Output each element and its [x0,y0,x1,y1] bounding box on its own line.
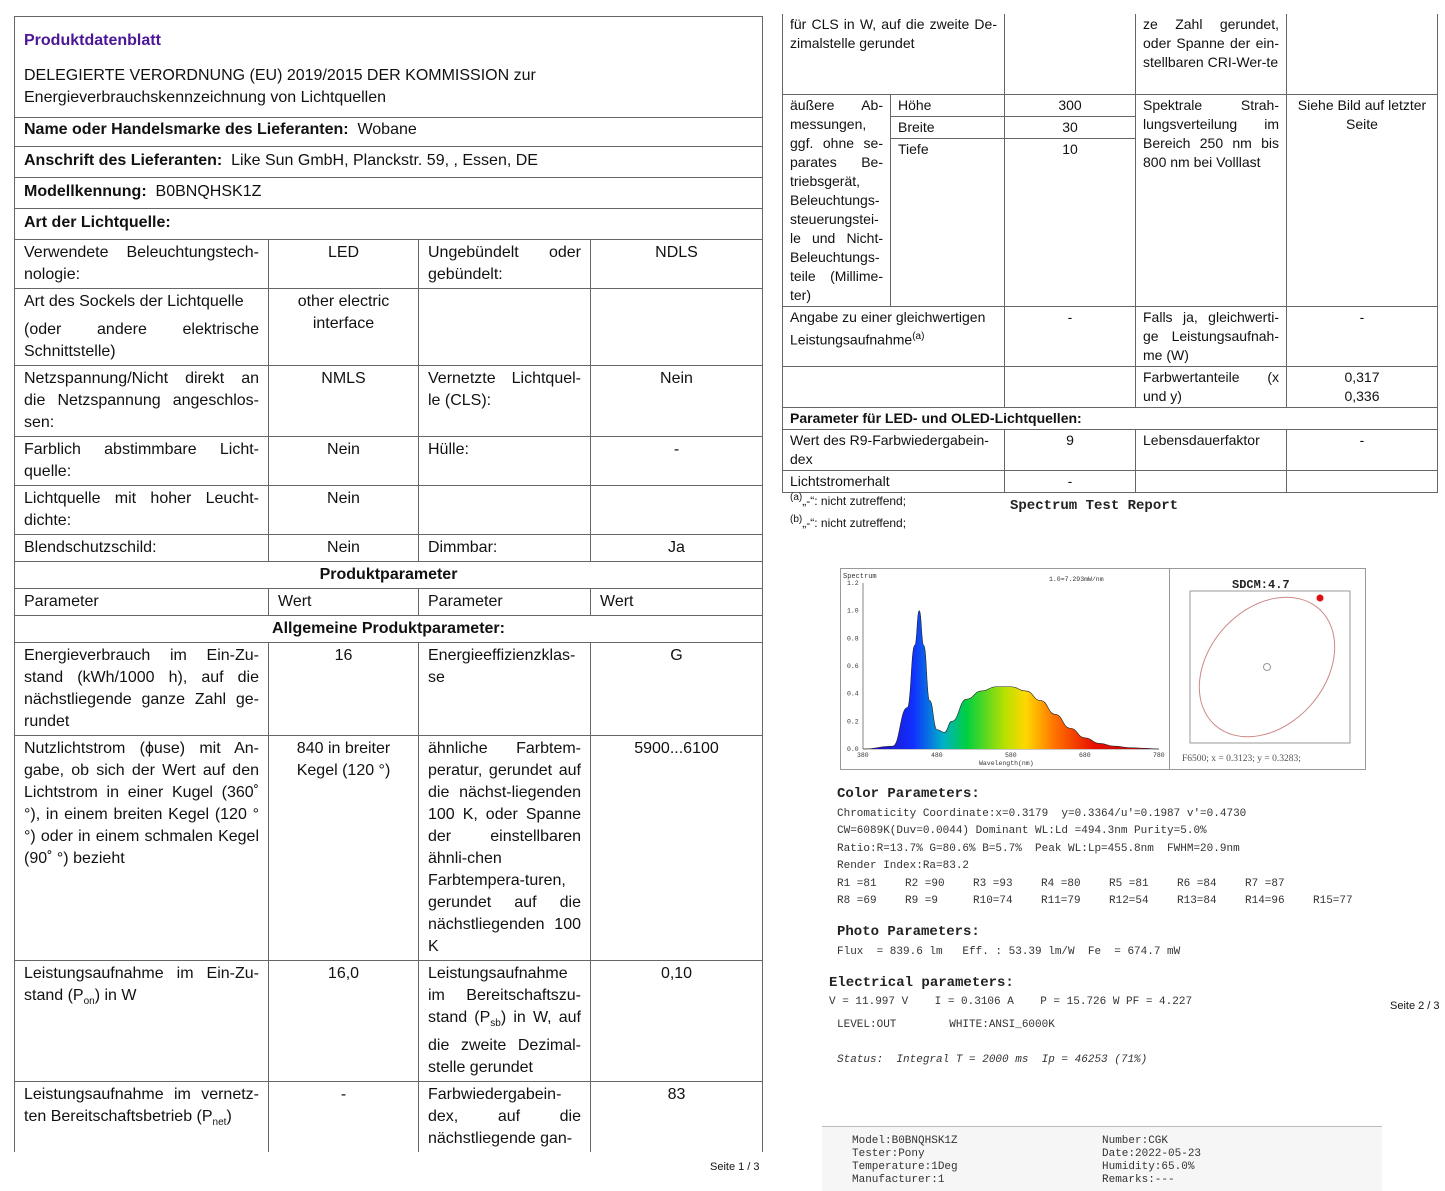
photo-parameters: Flux = 839.6 lm Eff. : 53.39 lm/W Fe = 674.7 mW [837,946,1181,958]
spectral-distribution-label: Spektrale Strah-lungsverteilung im Bereich 250 nm bis 800 nm bei Volllast [1136,94,1287,306]
x-tick-label: 480 [931,752,943,759]
spectrum-chart [841,569,1169,769]
cri-label-continued: ze Zahl gerundet, oder Spanne der ein-stellbaren CRI-Wer-te [1136,14,1287,94]
status-line: Status: Integral T = 2000 ms Ip = 46253 (71%) [837,1054,1148,1066]
header-parameter: Parameter [419,589,591,616]
empty-cell [1287,14,1438,94]
dimensions-label: äußere Ab-messungen, ggf. ohne se-parates Be-triebsgerät, Beleuchtungs-steuerungstei-le und Nicht-Beleuchtungs-teile (Millime-ter) [783,94,891,306]
cls-power-label: für CLS in W, auf die zweite De-zimalstelle gerundet [783,14,1005,94]
y-tick-label: 0.0 [847,746,859,753]
lumen-maintenance-value: - [1005,470,1136,492]
x-tick-label: 680 [1079,752,1091,759]
on-mode-power-value: 16,0 [269,961,419,1082]
empty-cell [591,289,763,366]
equivalent-power-value: - [1005,306,1136,366]
if-yes-label: Falls ja, gleichwerti-ge Leistungsaufnah-me (W) [1136,306,1287,366]
supplier-label: Name oder Handelsmarke des Lieferanten: [24,121,349,138]
empty-cell [783,366,1005,407]
led-parameters-heading: Parameter für LED- und OLED-Lichtquellen: [783,407,1438,429]
page-number: Seite 2 / 3 [1390,1000,1440,1012]
energy-consumption-label: Energieverbrauch im Ein-Zu-stand (kWh/1000 h), auf die nächstliegende ganze Zahl ge-rundet [15,643,269,736]
useful-flux-value: 840 in breiter Kegel (120 °) [269,736,419,961]
spectrum-chart-frame [840,568,1170,770]
high-luminance-label: Lichtquelle mit hoher Leucht-dichte: [15,486,269,535]
lumen-maintenance-label: Lichtstromerhalt [783,470,1005,492]
x-axis-label: Wavelength(nm) [979,760,1034,767]
empty-cell [419,289,591,366]
address-row [15,147,763,178]
on-mode-power-label: Leistungsaufnahme im Ein-Zu-stand $(P_{on})$ in W [15,961,269,1082]
model-row [15,178,763,209]
address-value: Like Sun GmbH, Planckstr. 59, , Essen, DE [231,152,538,169]
product-datasheet-table [14,16,763,1152]
photo-parameters-heading: Photo Parameters: [837,924,980,940]
sdcm-label: SDCM:4.7 [1232,578,1290,592]
spectral-distribution-value: Siehe Bild auf letzter Seite [1287,94,1438,306]
anti-glare-label: Blendschutzschild: [15,535,269,562]
product-datasheet-table-continued [782,14,1438,493]
empty-cell [891,161,1005,306]
empty-cell [1005,161,1136,306]
empty-cell [1136,470,1287,492]
depth-value: 10 [1005,138,1136,160]
page-title: Produktdatenblatt [15,17,763,64]
color-parameters-heading: Color Parameters: [837,786,980,802]
height-value: 300 [1005,94,1136,116]
target-point [1264,664,1271,671]
y-tick-label: 1.0 [847,607,859,615]
width-value: 30 [1005,116,1136,138]
x-tick-label: 380 [857,752,869,759]
empty-cell [1005,14,1136,94]
colour-tuneable-value: Nein [269,437,419,486]
header-value: Wert [591,589,763,616]
supplier-row [15,118,763,147]
y-tick-label: 0.8 [847,635,859,643]
sdcm-chart-frame [1169,568,1366,770]
empty-cell [419,486,591,535]
chromaticity-y: 0,336 [1344,387,1380,404]
light-source-type-heading: Art der Lichtquelle: [15,209,763,240]
empty-cell [1287,470,1438,492]
product-parameters-heading: Produktparameter [15,562,763,589]
r9-label: Wert des R9-Farbwiedergabein-dex [783,429,1005,470]
depth-label: Tiefe [891,138,1005,160]
if-yes-value: - [1287,306,1438,366]
dimmable-label: Dimmbar: [419,535,591,562]
header-parameter: Parameter [15,589,269,616]
high-luminance-value: Nein [269,486,419,535]
color-param-line: Ratio:R=13.7% G=80.6% B=5.7% Peak WL:Lp=455.8nm FWHM=20.9nm [837,843,1240,855]
render-index-row: R1 =81 R2 =90 R3 =93 R4 =80 R5 =81 R6 =84 R7 =87 [837,878,1285,890]
measured-point [1317,595,1324,602]
mains-value: NMLS [269,366,419,437]
width-label: Breite [891,116,1005,138]
equivalent-power-label: Angabe zu einer gleichwertigen Leistungsaufnahme$^{(a)}$ [783,306,1005,366]
y-tick-label: 1.2 [847,580,859,587]
header-value: Wert [269,589,419,616]
footer-right: Number:CGK Date:2022-05-23 Humidity:65.0% Remarks:--- [1102,1135,1202,1186]
chromaticity-x: 0,317 [1344,368,1380,385]
y-tick-label: 0.6 [847,663,859,670]
footer-left: Model:B0BNQHSK1Z Tester:Pony Temperature:1Deg Manufacturer:1 [852,1135,958,1186]
cap-type-value: other electric interface [269,289,419,366]
macadam-ellipse [1172,570,1363,764]
connected-label: Vernetzte Lichtquel-le (CLS): [419,366,591,437]
footnote-b: $^{(b)}$„-“: nicht zutreffend; [790,514,907,530]
standby-power-value: 0,10 [591,961,763,1082]
energy-consumption-value: 16 [269,643,419,736]
networked-standby-value: - [269,1082,419,1153]
electrical-parameters-heading: Electrical parameters: [829,975,1014,991]
sdcm-coordinates: F6500; x = 0.3123; y = 0.3283; [1182,754,1301,764]
empty-cell [591,486,763,535]
level-white: LEVEL:OUT WHITE:ANSI_6000K [837,1019,1055,1031]
survival-factor-value: - [1287,429,1438,470]
efficiency-class-value: G [591,643,763,736]
height-label: Höhe [891,94,1005,116]
efficiency-class-label: Energieeffizienzklas-se [419,643,591,736]
spectrum-label: Spectrum [843,573,877,581]
empty-cell [1005,366,1136,407]
report-title: Spectrum Test Report [1010,498,1179,514]
cri-value: 83 [591,1082,763,1153]
chromaticity-label: Farbwertanteile (x und y) [1136,366,1287,407]
x-tick-label: 580 [1005,752,1017,759]
y-tick-label: 0.2 [847,718,859,726]
scale-note: 1.0=7.293mW/nm [1049,576,1104,583]
color-param-line: Chromaticity Coordinate:x=0.3179 y=0.3364/u'=0.1987 v'=0.4730 [837,808,1247,820]
electrical-parameters: V = 11.997 V I = 0.3106 A P = 15.726 W PF = 4.227 [829,996,1193,1008]
address-label: Anschrift des Lieferanten: [24,152,223,169]
general-parameters-heading: Allgemeine Produktparameter: [15,616,763,643]
directional-value: NDLS [591,240,763,289]
color-param-line: CW=6089K(Duv=0.0044) Dominant WL:Ld =494.3nm Purity=5.0% [837,825,1207,837]
directional-label: Ungebündelt oder gebündelt: [419,240,591,289]
spectrum-area [863,611,1159,749]
lighting-technology-label: Verwendete Beleuchtungstech-nologie: [15,240,269,289]
supplier-value: Wobane [357,121,417,138]
cap-type-cell [15,289,269,366]
cct-label: ähnliche Farbtem-peratur, gerundet auf die nächst-liegenden 100 K, oder Spanne der einstellbaren ähnli-chen Farbtempera-turen, gerundet auf die nächstliegenden 100 K [419,736,591,961]
cap-type-label: Art des Sockels der Lichtquelle [24,293,244,310]
x-tick-label: 780 [1153,752,1165,759]
regulation-text: DELEGIERTE VERORDNUNG (EU) 2019/2015 DER KOMMISSION zur Energieverbrauchskennzeichnung von Lichtquellen [15,63,763,118]
color-param-line: Render Index:Ra=83.2 [837,860,970,872]
report-footer [822,1126,1382,1191]
chromaticity-values [1287,366,1438,407]
mains-label: Netzspannung/Nicht direkt an die Netzspannung angeschlos-sen: [15,366,269,437]
useful-flux-label: Nutzlichtstrom (ϕuse) mit An-gabe, ob sich der Wert auf den Lichtstrom in einer Kugel (360˚ °), in einem breiten Kegel (120 °°) oder in einem schmalen Kegel (90˚ °) bezieht [15,736,269,961]
survival-factor-label: Lebensdauerfaktor [1136,429,1287,470]
y-tick-label: 0.4 [847,690,859,698]
cap-type-note: (oder andere elektrische Schnittstelle) [24,321,259,360]
render-index-row: R8 =69 R9 =9 R10=74 R11=79 R12=54 R13=84 R14=96 R15=77 [837,895,1353,907]
envelope-value: - [591,437,763,486]
model-value: B0BNQHSK1Z [155,183,262,200]
envelope-label: Hülle: [419,437,591,486]
anti-glare-value: Nein [269,535,419,562]
networked-standby-label: Leistungsaufnahme im vernetz-ten Bereitschaftsbetrieb $(P_{net})$ [15,1082,269,1153]
page-number: Seite 1 / 3 [710,1161,760,1173]
r9-value: 9 [1005,429,1136,470]
connected-value: Nein [591,366,763,437]
sdcm-chart [1170,569,1365,769]
cri-label: Farbwiedergabein-dex, auf die nächstliegende gan- [419,1082,591,1153]
cct-value: 5900...6100 [591,736,763,961]
standby-power-label: Leistungsaufnahme im Bereitschaftszu-stand $(P_{sb})$ in W, auf die zweite Dezimal-stelle gerundet [419,961,591,1082]
model-label: Modellkennung: [24,183,147,200]
colour-tuneable-label: Farblich abstimmbare Licht-quelle: [15,437,269,486]
dimmable-value: Ja [591,535,763,562]
footnote-a: $^{(a)}$„-“: nicht zutreffend; [790,492,907,508]
lighting-technology-value: LED [269,240,419,289]
